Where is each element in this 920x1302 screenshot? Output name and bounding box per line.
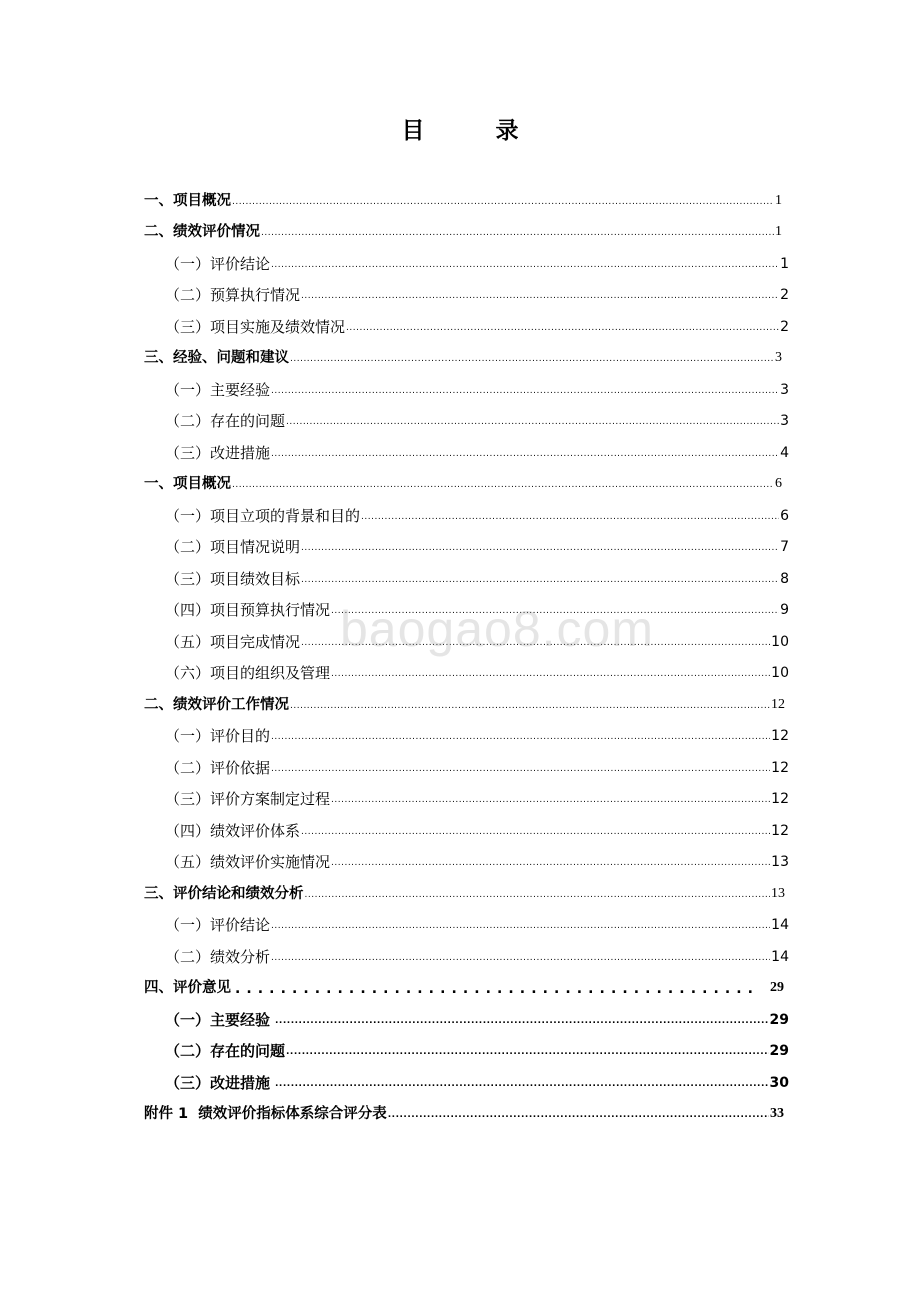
toc-entry-page: 13	[771, 886, 785, 901]
toc-entry-page: 3	[775, 350, 782, 365]
toc-entry[interactable]	[165, 785, 789, 809]
toc-leader	[331, 668, 770, 680]
toc-entry-label: （三）项目实施及绩效情况	[165, 318, 346, 336]
toc-leader	[232, 479, 774, 491]
toc-entry-label: （三）评价方案制定过程	[165, 790, 331, 808]
toc-entry-label: （二）存在的问题	[165, 412, 286, 430]
toc-entry-page: 1	[775, 224, 782, 239]
toc-entry-label: （二）存在的问题	[165, 1042, 286, 1060]
toc-entry-label: （一）评价目的	[165, 727, 271, 745]
toc-entry-page: 33	[770, 1106, 784, 1121]
toc-entry-label: （五）项目完成情况	[165, 633, 301, 651]
toc-entry[interactable]	[165, 250, 789, 274]
toc-entry-page: 8	[780, 571, 789, 587]
toc-entry-page: 3	[780, 382, 789, 398]
toc-leader	[271, 952, 770, 964]
toc-entry[interactable]	[165, 1037, 789, 1061]
toc-entry-page: 12	[771, 760, 789, 776]
toc-entry-label: 一、项目概况	[144, 476, 231, 492]
toc-entry[interactable]	[165, 533, 789, 557]
toc-leader	[261, 227, 774, 239]
toc-leader	[301, 574, 779, 586]
toc-entry-label: （一）主要经验	[165, 1011, 271, 1029]
toc-entry-label: （四）绩效评价体系	[165, 822, 301, 840]
toc-entry[interactable]	[165, 754, 789, 778]
toc-leader	[271, 920, 770, 932]
toc-leader	[271, 448, 779, 460]
toc-entry-label: （一）评价结论	[165, 255, 271, 273]
toc-entry-label: 二、绩效评价工作情况	[144, 697, 289, 713]
toc-entry[interactable]	[144, 344, 782, 368]
toc-entry[interactable]	[165, 407, 789, 431]
toc-entry[interactable]	[165, 848, 789, 872]
toc-entry[interactable]	[144, 880, 785, 904]
toc-entry-page: 14	[771, 949, 789, 965]
toc-entry-label: （三）项目绩效目标	[165, 570, 301, 588]
toc-entry-page: 6	[780, 508, 789, 524]
toc-leader	[301, 290, 779, 302]
toc-entry-label: 一、项目概况	[144, 193, 231, 209]
toc-entry-label: （一）评价结论	[165, 916, 271, 934]
toc-entry-page: 9	[780, 602, 789, 618]
toc-entry[interactable]	[144, 974, 784, 998]
toc-entry-label: （一）主要经验	[165, 381, 271, 399]
toc-entry[interactable]	[144, 218, 782, 242]
toc-leader	[271, 731, 770, 743]
toc-leader	[301, 826, 770, 838]
toc-entry-page: 4	[780, 445, 789, 461]
toc-entry[interactable]	[165, 1006, 789, 1030]
toc-entry-label: （三）改进措施	[165, 444, 271, 462]
toc-entry[interactable]	[144, 470, 782, 494]
toc-leader	[290, 700, 770, 712]
toc-entry-page: 12	[771, 791, 789, 807]
toc-entry[interactable]	[144, 691, 785, 715]
toc-entry-page: 12	[771, 728, 789, 744]
toc-leader	[361, 511, 779, 523]
toc-entry[interactable]	[165, 439, 789, 463]
toc-entry-label: 附件 1 绩效评价指标体系综合评分表	[144, 1106, 387, 1122]
toc-entry[interactable]	[165, 722, 789, 746]
toc-leader	[271, 259, 779, 271]
toc-entry-page: 12	[771, 823, 789, 839]
toc-leader	[301, 637, 770, 649]
toc-leader	[331, 794, 770, 806]
toc-entry-label: 三、经验、问题和建议	[144, 350, 289, 366]
toc-leader	[388, 1109, 769, 1121]
toc-entry[interactable]	[165, 281, 789, 305]
toc-leader	[301, 542, 779, 554]
toc-entry[interactable]	[165, 596, 789, 620]
toc-entry[interactable]	[165, 376, 789, 400]
toc-entry[interactable]	[165, 817, 789, 841]
toc-leader	[290, 353, 774, 365]
toc-entry-page: 7	[780, 539, 789, 555]
toc-leader	[346, 322, 779, 334]
toc-entry-label: （六）项目的组织及管理	[165, 664, 331, 682]
toc-entry-page: 13	[771, 854, 789, 870]
toc-entry-page: 10	[771, 634, 789, 650]
toc-entry-label: （二）项目情况说明	[165, 538, 301, 556]
toc-leader	[275, 1015, 769, 1027]
toc-entry-label: 二、绩效评价情况	[144, 224, 260, 240]
toc-entry-label: 三、评价结论和绩效分析	[144, 886, 304, 902]
toc-entry-page: 1	[780, 256, 789, 272]
toc-entry-page: 12	[771, 697, 785, 712]
toc-entry-page: 1	[775, 193, 782, 208]
toc-entry-page: 29	[769, 1043, 789, 1059]
toc-entry[interactable]	[165, 659, 789, 683]
toc-leader	[232, 196, 774, 208]
toc-entry[interactable]	[165, 565, 789, 589]
toc-title: 目 录	[401, 118, 543, 144]
watermark: baogao8.com	[340, 601, 655, 657]
toc-entry[interactable]	[165, 628, 789, 652]
toc-entry-page: 10	[771, 665, 789, 681]
toc-entry-label: （二）绩效分析	[165, 948, 271, 966]
toc-entry-label: （一）项目立项的背景和目的	[165, 507, 361, 525]
toc-entry[interactable]	[144, 187, 782, 211]
toc-entry-label: （五）绩效评价实施情况	[165, 853, 331, 871]
toc-entry[interactable]	[165, 313, 789, 337]
toc-leader	[235, 980, 758, 998]
toc-entry[interactable]	[144, 1100, 784, 1124]
toc-entry-page: 14	[771, 917, 789, 933]
toc-entry-page: 29	[770, 980, 784, 995]
toc-entry-label: （二）预算执行情况	[165, 286, 301, 304]
toc-entry-label: （二）评价依据	[165, 759, 271, 777]
toc-entry[interactable]	[165, 943, 789, 967]
toc-entry-page: 6	[775, 476, 782, 491]
toc-entry[interactable]	[165, 911, 789, 935]
toc-leader	[271, 385, 779, 397]
toc-entry-page: 30	[769, 1075, 789, 1091]
toc-leader	[331, 857, 770, 869]
toc-leader	[286, 1046, 769, 1058]
toc-leader	[305, 889, 771, 901]
toc-leader	[331, 605, 779, 617]
toc-leader	[275, 1078, 769, 1090]
toc-entry-label: （四）项目预算执行情况	[165, 601, 331, 619]
toc-entry-page: 3	[780, 413, 789, 429]
toc-entry-label: 四、评价意见	[144, 980, 231, 996]
toc-entry[interactable]	[165, 1069, 789, 1093]
toc-entry-label: （三）改进措施	[165, 1074, 271, 1092]
toc-entry-page: 2	[780, 287, 789, 303]
toc-leader	[286, 416, 779, 428]
toc-entry[interactable]	[165, 502, 789, 526]
toc-leader	[271, 763, 770, 775]
toc-entry-page: 29	[769, 1012, 789, 1028]
toc-entry-page: 2	[780, 319, 789, 335]
